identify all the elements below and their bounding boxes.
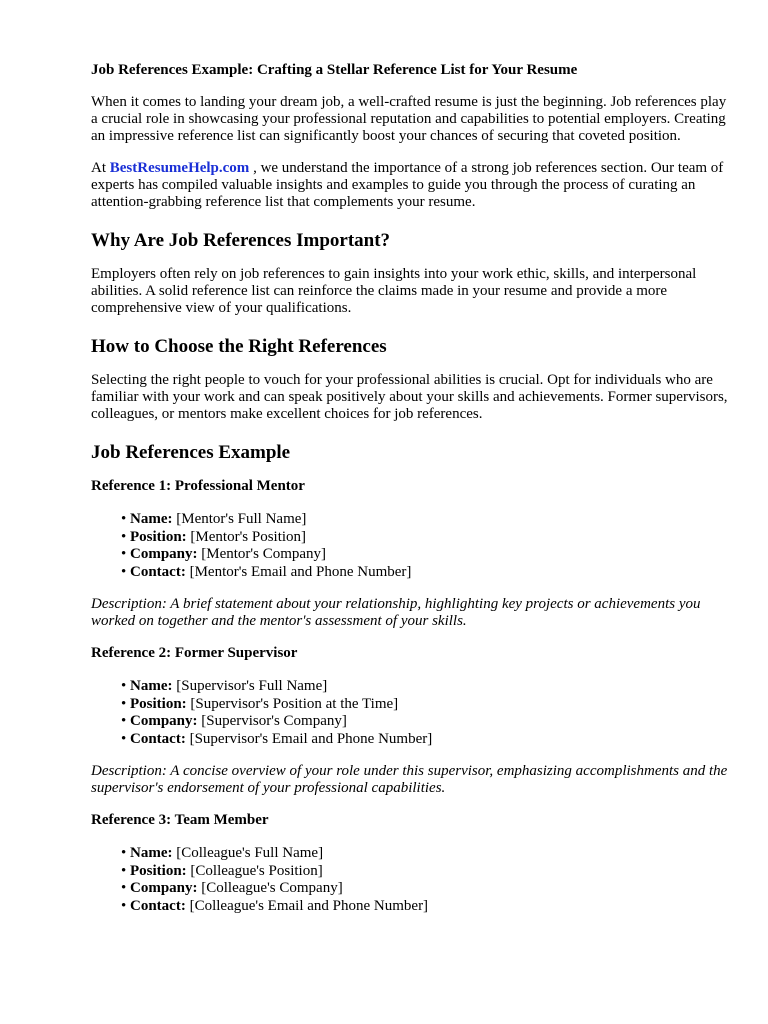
section-heading-example: Job References Example xyxy=(91,442,291,463)
field-label: Company: xyxy=(130,713,198,729)
reference-1-title: Reference 1: Professional Mentor xyxy=(91,478,305,494)
list-item xyxy=(121,863,728,881)
section-body-choose: Selecting the right people to vouch for your professional abilities is crucial. Opt for individuals who are familiar with your work and can speak positively about your skills and achievements. Former supervisors, colleagues, or mentors make excellent choices for job references. xyxy=(91,372,728,422)
field-value: [Mentor's Position] xyxy=(186,528,307,545)
bullet-icon: • xyxy=(121,845,127,861)
reference-2-fields xyxy=(91,678,728,748)
bullet-icon: • xyxy=(121,528,127,545)
field-label: Company: xyxy=(130,880,198,896)
field-label: Name: xyxy=(130,511,173,527)
field-label: Position: xyxy=(130,862,187,879)
field-label: Contact: xyxy=(130,563,186,580)
reference-3-fields xyxy=(91,845,728,915)
list-item xyxy=(121,678,728,696)
field-value: [Colleague's Full Name] xyxy=(172,845,324,861)
reference-3-title: Reference 3: Team Member xyxy=(91,812,269,828)
field-value: [Supervisor's Full Name] xyxy=(172,678,328,694)
field-value: [Colleague's Company] xyxy=(197,880,343,896)
bullet-icon: • xyxy=(121,880,127,896)
bullet-icon: • xyxy=(121,862,127,879)
section-heading-why: Why Are Job References Important? xyxy=(91,230,391,251)
bullet-icon: • xyxy=(121,713,127,729)
bullet-icon: • xyxy=(121,897,127,914)
section-body-why: Employers often rely on job references to gain insights into your work ethic, skills, and interpersonal abilities. A solid reference list can reinforce the claims made in your resume and provide a more comprehensive view of your qualifications. xyxy=(91,266,697,316)
best-resume-help-link[interactable]: BestResumeHelp.com xyxy=(109,160,250,176)
list-item xyxy=(121,546,728,564)
field-label: Contact: xyxy=(130,897,186,914)
document-title: Job References Example: Crafting a Stellar Reference List for Your Resume xyxy=(91,62,578,78)
list-item xyxy=(121,880,728,898)
field-value: [Mentor's Company] xyxy=(197,546,327,562)
reference-1-description: Description: A brief statement about your relationship, highlighting key projects or achievements you worked on together and the mentor's assessment of your skills. xyxy=(91,596,701,629)
field-label: Position: xyxy=(130,695,187,712)
field-value: [Mentor's Full Name] xyxy=(172,511,307,527)
list-item xyxy=(121,529,728,547)
list-item xyxy=(121,511,728,529)
field-value: [Supervisor's Email and Phone Number] xyxy=(185,730,433,747)
list-item xyxy=(121,564,728,582)
reference-2-description: Description: A concise overview of your role under this supervisor, emphasizing accomplishments and the supervisor's endorsement of your professional capabilities. xyxy=(91,763,728,796)
intro-paragraph: When it comes to landing your dream job, a well-crafted resume is just the beginning. Job references play a crucial role in showcasing your professional reputation and capabilities to potential employers. Creating an impressive reference list can significantly boost your chances of securing that coveted position. xyxy=(91,94,727,144)
field-value: [Mentor's Email and Phone Number] xyxy=(185,563,412,580)
section-heading-choose: How to Choose the Right References xyxy=(91,336,387,357)
bullet-icon: • xyxy=(121,563,127,580)
list-item xyxy=(121,898,728,916)
field-value: [Colleague's Position] xyxy=(186,862,323,879)
list-item xyxy=(121,731,728,749)
about-prefix: At xyxy=(91,160,110,176)
reference-1-fields xyxy=(91,511,728,581)
bullet-icon: • xyxy=(121,730,127,747)
field-label: Name: xyxy=(130,678,173,694)
field-value: [Supervisor's Company] xyxy=(197,713,347,729)
about-paragraph xyxy=(91,160,728,211)
list-item xyxy=(121,713,728,731)
field-value: [Supervisor's Position at the Time] xyxy=(186,695,399,712)
about-suffix: , we understand the importance of a strong job references section. Our team of experts has compiled valuable insights and examples to guide you through the process of curating an attention-grabbing reference list that complements your resume. xyxy=(91,160,724,210)
bullet-icon: • xyxy=(121,546,127,562)
list-item xyxy=(121,696,728,714)
field-label: Name: xyxy=(130,845,173,861)
bullet-icon: • xyxy=(121,695,127,712)
field-value: [Colleague's Email and Phone Number] xyxy=(185,897,429,914)
field-label: Contact: xyxy=(130,730,186,747)
field-label: Position: xyxy=(130,528,187,545)
bullet-icon: • xyxy=(121,678,127,694)
list-item xyxy=(121,845,728,863)
field-label: Company: xyxy=(130,546,198,562)
reference-2-title: Reference 2: Former Supervisor xyxy=(91,645,298,661)
bullet-icon: • xyxy=(121,511,127,527)
